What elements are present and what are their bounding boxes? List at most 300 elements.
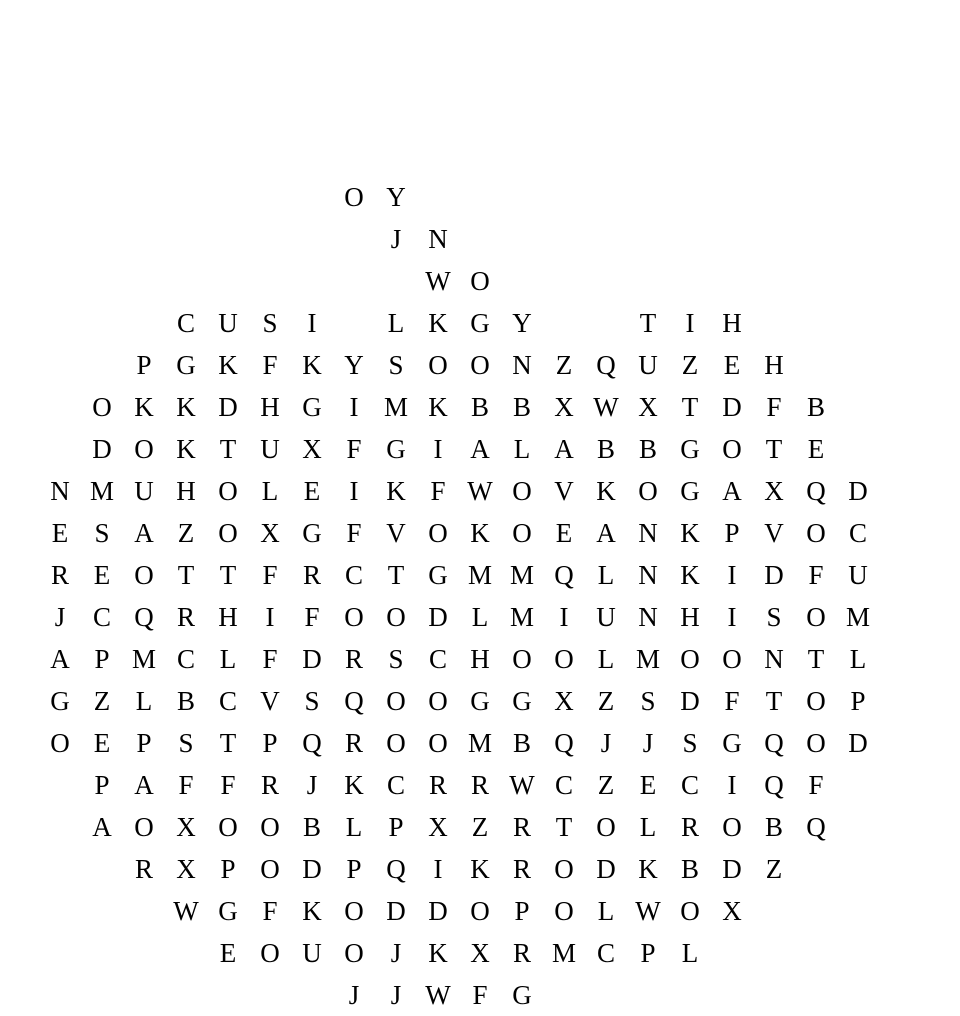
grid-cell-letter[interactable]: A — [92, 812, 112, 842]
grid-row — [0, 680, 960, 722]
grid-cell-letter[interactable]: F — [262, 560, 278, 590]
grid-cell-letter[interactable]: R — [512, 812, 531, 842]
grid-cell-letter[interactable]: P — [514, 896, 530, 926]
grid-cell-letter[interactable]: G — [386, 434, 406, 464]
grid-cell-letter[interactable]: O — [344, 938, 364, 968]
grid-cell-letter[interactable]: F — [724, 686, 740, 716]
grid-cell-letter[interactable]: V — [260, 686, 280, 716]
grid-cell-letter[interactable]: M — [131, 644, 156, 674]
grid-cell-letter[interactable]: C — [176, 644, 195, 674]
grid-cell-letter[interactable]: N — [764, 644, 784, 674]
grid-cell-letter[interactable]: L — [513, 434, 531, 464]
grid-cell-letter[interactable]: O — [806, 518, 826, 548]
grid-cell-letter[interactable]: H — [260, 392, 280, 422]
grid-cell-letter[interactable]: B — [470, 392, 489, 422]
grid-cell-letter[interactable]: J — [390, 938, 402, 968]
grid-cell-letter[interactable]: K — [302, 350, 322, 380]
grid-cell-letter[interactable]: O — [722, 434, 742, 464]
grid-cell-letter[interactable]: R — [344, 728, 363, 758]
grid-cell-letter[interactable]: P — [220, 854, 236, 884]
grid-cell-letter[interactable]: P — [136, 350, 152, 380]
grid-cell-letter[interactable]: H — [470, 644, 490, 674]
grid-cell-letter[interactable]: A — [50, 644, 70, 674]
grid-cell-letter[interactable]: G — [302, 518, 322, 548]
grid-cell-letter[interactable]: D — [428, 602, 448, 632]
grid-cell-letter[interactable]: P — [850, 686, 866, 716]
grid-cell-letter[interactable]: C — [428, 644, 447, 674]
grid-cell-letter[interactable]: K — [470, 854, 490, 884]
grid-cell-letter[interactable]: U — [218, 308, 238, 338]
grid-cell-letter[interactable]: G — [470, 686, 490, 716]
grid-cell-letter[interactable]: F — [472, 980, 488, 1010]
grid-cell-letter[interactable]: K — [638, 854, 658, 884]
grid-cell-letter[interactable]: S — [262, 308, 278, 338]
grid-cell-letter[interactable]: D — [302, 854, 322, 884]
grid-cell-letter[interactable]: I — [727, 560, 737, 590]
grid-cell-letter[interactable]: G — [722, 728, 742, 758]
grid-cell-letter[interactable]: J — [390, 224, 402, 254]
grid-cell-letter[interactable]: O — [512, 518, 532, 548]
grid-cell-letter[interactable]: A — [134, 518, 154, 548]
grid-cell-letter[interactable]: D — [680, 686, 700, 716]
grid-cell-letter[interactable]: Z — [93, 686, 111, 716]
grid-cell-letter[interactable]: P — [346, 854, 362, 884]
grid-cell-letter[interactable]: O — [344, 602, 364, 632]
grid-cell-letter[interactable]: O — [92, 392, 112, 422]
grid-cell-letter[interactable]: F — [220, 770, 236, 800]
grid-cell-letter[interactable]: R — [302, 560, 321, 590]
grid-cell-letter[interactable]: O — [134, 434, 154, 464]
grid-cell-letter[interactable]: M — [383, 392, 408, 422]
grid-cell-letter[interactable]: Z — [177, 518, 195, 548]
grid-cell-letter[interactable]: B — [680, 854, 699, 884]
grid-cell-letter[interactable]: F — [766, 392, 782, 422]
grid-cell-letter[interactable]: C — [176, 308, 195, 338]
grid-cell-letter[interactable]: D — [302, 644, 322, 674]
grid-cell-letter[interactable]: P — [640, 938, 656, 968]
grid-cell-letter[interactable]: W — [173, 896, 199, 926]
grid-cell-letter[interactable]: U — [302, 938, 322, 968]
grid-cell-letter[interactable]: F — [262, 350, 278, 380]
grid-cell-letter[interactable]: P — [94, 770, 110, 800]
grid-cell-letter[interactable]: O — [554, 854, 574, 884]
grid-cell-letter[interactable]: O — [260, 854, 280, 884]
grid-cell-letter[interactable]: Y — [344, 350, 364, 380]
grid-cell-letter[interactable]: O — [260, 812, 280, 842]
grid-cell-letter[interactable]: P — [136, 728, 152, 758]
grid-cell-letter[interactable]: K — [428, 308, 448, 338]
grid-cell-letter[interactable]: O — [218, 518, 238, 548]
grid-cell-letter[interactable]: F — [262, 644, 278, 674]
grid-row — [0, 638, 960, 680]
grid-cell-letter[interactable]: M — [509, 602, 534, 632]
grid-cell-letter[interactable]: Q — [596, 350, 616, 380]
grid-cell-letter[interactable]: C — [596, 938, 615, 968]
grid-cell-letter[interactable]: G — [218, 896, 238, 926]
grid-cell-letter[interactable]: D — [92, 434, 112, 464]
grid-cell-letter[interactable]: Z — [681, 350, 699, 380]
grid-cell-letter[interactable]: N — [50, 476, 70, 506]
grid-cell-letter[interactable]: J — [348, 980, 360, 1010]
grid-row — [0, 596, 960, 638]
grid-cell-letter[interactable]: E — [93, 560, 111, 590]
grid-cell-letter[interactable]: J — [390, 980, 402, 1010]
grid-cell-letter[interactable]: E — [639, 770, 657, 800]
grid-cell-letter[interactable]: Z — [555, 350, 573, 380]
grid-row — [0, 890, 960, 932]
grid-cell-letter[interactable]: O — [806, 686, 826, 716]
grid-cell-letter[interactable]: A — [470, 434, 490, 464]
grid-cell-letter[interactable]: Z — [471, 812, 489, 842]
grid-cell-letter[interactable]: Q — [764, 728, 784, 758]
grid-cell-letter[interactable]: C — [848, 518, 867, 548]
grid-cell-letter[interactable]: O — [512, 476, 532, 506]
grid-cell-letter[interactable]: O — [722, 812, 742, 842]
grid-cell-letter[interactable]: X — [554, 686, 574, 716]
grid-cell-letter[interactable]: C — [92, 602, 111, 632]
grid-cell-letter[interactable]: X — [470, 938, 490, 968]
grid-cell-letter[interactable]: O — [428, 518, 448, 548]
grid-row — [0, 806, 960, 848]
grid-cell-letter[interactable]: S — [304, 686, 320, 716]
grid-cell-letter[interactable]: X — [176, 854, 196, 884]
grid-cell-letter[interactable]: D — [218, 392, 238, 422]
grid-cell-letter[interactable]: B — [596, 434, 615, 464]
grid-cell-letter[interactable]: H — [722, 308, 742, 338]
grid-cell-letter[interactable]: K — [176, 392, 196, 422]
grid-cell-letter[interactable]: P — [262, 728, 278, 758]
grid-cell-letter[interactable]: T — [387, 560, 405, 590]
grid-cell-letter[interactable]: L — [135, 686, 153, 716]
grid-cell-letter[interactable]: O — [344, 896, 364, 926]
grid-cell-letter[interactable]: K — [218, 350, 238, 380]
grid-cell-letter[interactable]: I — [727, 602, 737, 632]
grid-cell-letter[interactable]: B — [764, 812, 783, 842]
grid-cell-letter[interactable]: H — [764, 350, 784, 380]
grid-cell-letter[interactable]: H — [680, 602, 700, 632]
grid-cell-letter[interactable]: K — [134, 392, 154, 422]
grid-cell-letter[interactable]: V — [554, 476, 574, 506]
grid-cell-letter[interactable]: X — [302, 434, 322, 464]
grid-cell-letter[interactable]: M — [635, 644, 660, 674]
grid-cell-letter[interactable]: E — [219, 938, 237, 968]
grid-cell-letter[interactable]: C — [344, 560, 363, 590]
grid-cell-letter[interactable]: R — [260, 770, 279, 800]
grid-cell-letter[interactable]: P — [724, 518, 740, 548]
grid-cell-letter[interactable]: D — [428, 896, 448, 926]
grid-cell-letter[interactable]: Q — [806, 812, 826, 842]
grid-cell-letter[interactable]: K — [176, 434, 196, 464]
grid-cell-letter[interactable]: G — [680, 476, 700, 506]
grid-cell-letter[interactable]: K — [428, 938, 448, 968]
grid-cell-letter[interactable]: C — [554, 770, 573, 800]
grid-cell-letter[interactable]: L — [345, 812, 363, 842]
grid-cell-letter[interactable]: G — [50, 686, 70, 716]
grid-cell-letter[interactable]: V — [764, 518, 784, 548]
grid-cell-letter[interactable]: Y — [512, 308, 532, 338]
grid-cell-letter[interactable]: Y — [386, 182, 406, 212]
grid-row — [0, 344, 960, 386]
grid-cell-letter[interactable]: K — [680, 560, 700, 590]
grid-cell-letter[interactable]: F — [262, 896, 278, 926]
grid-cell-letter[interactable]: N — [638, 602, 658, 632]
grid-cell-letter[interactable]: I — [433, 854, 443, 884]
grid-cell-letter[interactable]: N — [428, 224, 448, 254]
grid-cell-letter[interactable]: D — [848, 728, 868, 758]
grid-cell-letter[interactable]: S — [94, 518, 110, 548]
grid-cell-letter[interactable]: Q — [806, 476, 826, 506]
grid-cell-letter[interactable]: O — [512, 644, 532, 674]
grid-cell-letter[interactable]: A — [554, 434, 574, 464]
grid-cell-letter[interactable]: Q — [344, 686, 364, 716]
grid-cell-letter[interactable]: K — [596, 476, 616, 506]
grid-row — [0, 386, 960, 428]
grid-cell-letter[interactable]: G — [680, 434, 700, 464]
grid-cell-letter[interactable]: X — [764, 476, 784, 506]
grid-cell-letter[interactable]: S — [682, 728, 698, 758]
grid-cell-letter[interactable]: A — [134, 770, 154, 800]
grid-cell-letter[interactable]: U — [638, 350, 658, 380]
grid-cell-letter[interactable]: S — [388, 644, 404, 674]
grid-cell-letter[interactable]: O — [428, 728, 448, 758]
grid-cell-letter[interactable]: L — [471, 602, 489, 632]
grid-cell-letter[interactable]: F — [808, 560, 824, 590]
grid-cell-letter[interactable]: B — [512, 392, 531, 422]
grid-cell-letter[interactable]: F — [346, 434, 362, 464]
grid-cell-letter[interactable]: O — [260, 938, 280, 968]
grid-cell-letter[interactable]: D — [596, 854, 616, 884]
grid-cell-letter[interactable]: R — [428, 770, 447, 800]
grid-cell-letter[interactable]: O — [428, 686, 448, 716]
grid-cell-letter[interactable]: T — [219, 560, 237, 590]
grid-cell-letter[interactable]: O — [134, 812, 154, 842]
grid-cell-letter[interactable]: L — [261, 476, 279, 506]
grid-cell-letter[interactable]: G — [470, 308, 490, 338]
grid-cell-letter[interactable]: Q — [134, 602, 154, 632]
grid-cell-letter[interactable]: O — [638, 476, 658, 506]
grid-cell-letter[interactable]: B — [806, 392, 825, 422]
grid-cell-letter[interactable]: E — [807, 434, 825, 464]
grid-cell-letter[interactable]: J — [54, 602, 66, 632]
grid-cell-letter[interactable]: O — [470, 896, 490, 926]
grid-cell-letter[interactable]: Q — [764, 770, 784, 800]
grid-row — [0, 428, 960, 470]
grid-cell-letter[interactable]: D — [764, 560, 784, 590]
grid-cell-letter[interactable]: S — [766, 602, 782, 632]
grid-cell-letter[interactable]: O — [680, 644, 700, 674]
grid-cell-letter[interactable]: M — [845, 602, 870, 632]
grid-cell-letter[interactable]: X — [554, 392, 574, 422]
grid-cell-letter[interactable]: M — [467, 728, 492, 758]
grid-cell-letter[interactable]: F — [808, 770, 824, 800]
grid-cell-letter[interactable]: R — [344, 644, 363, 674]
grid-cell-letter[interactable]: X — [638, 392, 658, 422]
grid-cell-letter[interactable]: X — [722, 896, 742, 926]
grid-cell-letter[interactable]: M — [509, 560, 534, 590]
grid-cell-letter[interactable]: I — [349, 476, 359, 506]
grid-cell-letter[interactable]: U — [134, 476, 154, 506]
grid-cell-letter[interactable]: M — [467, 560, 492, 590]
grid-cell-letter[interactable]: D — [386, 896, 406, 926]
grid-cell-letter[interactable]: T — [765, 434, 783, 464]
grid-cell-letter[interactable]: L — [597, 644, 615, 674]
grid-cell-letter[interactable]: R — [512, 938, 531, 968]
grid-cell-letter[interactable]: S — [388, 350, 404, 380]
grid-cell-letter[interactable]: Z — [765, 854, 783, 884]
grid-cell-letter[interactable]: S — [178, 728, 194, 758]
grid-cell-letter[interactable]: L — [387, 308, 405, 338]
grid-cell-letter[interactable]: R — [176, 602, 195, 632]
grid-cell-letter[interactable]: W — [593, 392, 619, 422]
grid-cell-letter[interactable]: O — [470, 350, 490, 380]
grid-cell-letter[interactable]: U — [260, 434, 280, 464]
grid-cell-letter[interactable]: L — [219, 644, 237, 674]
grid-cell-letter[interactable]: H — [218, 602, 238, 632]
grid-cell-letter[interactable]: Z — [597, 686, 615, 716]
grid-cell-letter[interactable]: V — [386, 518, 406, 548]
grid-cell-letter[interactable]: I — [349, 392, 359, 422]
grid-cell-letter[interactable]: K — [428, 392, 448, 422]
grid-cell-letter[interactable]: L — [639, 812, 657, 842]
grid-cell-letter[interactable]: G — [428, 560, 448, 590]
grid-cell-letter[interactable]: X — [428, 812, 448, 842]
grid-cell-letter[interactable]: W — [425, 266, 451, 296]
grid-cell-letter[interactable]: O — [50, 728, 70, 758]
grid-cell-letter[interactable]: E — [723, 350, 741, 380]
grid-cell-letter[interactable]: C — [680, 770, 699, 800]
grid-cell-letter[interactable]: L — [849, 644, 867, 674]
grid-cell-letter[interactable]: J — [306, 770, 318, 800]
grid-cell-letter[interactable]: B — [302, 812, 321, 842]
grid-cell-letter[interactable]: N — [638, 560, 658, 590]
grid-cell-letter[interactable]: W — [425, 980, 451, 1010]
grid-cell-letter[interactable]: I — [265, 602, 275, 632]
grid-cell-letter[interactable]: I — [307, 308, 317, 338]
grid-cell-letter[interactable]: M — [551, 938, 576, 968]
grid-cell-letter[interactable]: C — [386, 770, 405, 800]
grid-cell-letter[interactable]: T — [219, 434, 237, 464]
grid-cell-letter[interactable]: R — [50, 560, 69, 590]
grid-cell-letter[interactable]: Q — [554, 728, 574, 758]
grid-cell-letter[interactable]: I — [559, 602, 569, 632]
grid-cell-letter[interactable]: K — [680, 518, 700, 548]
grid-cell-letter[interactable]: O — [386, 686, 406, 716]
grid-cell-letter[interactable]: U — [848, 560, 868, 590]
grid-cell-letter[interactable]: O — [470, 266, 490, 296]
grid-cell-letter[interactable]: T — [765, 686, 783, 716]
grid-cell-letter[interactable]: C — [218, 686, 237, 716]
grid-cell-letter[interactable]: G — [302, 392, 322, 422]
grid-cell-letter[interactable]: E — [555, 518, 573, 548]
grid-cell-letter[interactable]: B — [512, 728, 531, 758]
grid-cell-letter[interactable]: O — [386, 602, 406, 632]
grid-cell-letter[interactable]: T — [555, 812, 573, 842]
grid-cell-letter[interactable]: K — [470, 518, 490, 548]
grid-cell-letter[interactable]: N — [512, 350, 532, 380]
grid-cell-letter[interactable]: X — [176, 812, 196, 842]
grid-cell-letter[interactable]: O — [428, 350, 448, 380]
grid-cell-letter[interactable]: S — [640, 686, 656, 716]
grid-cell-letter[interactable]: I — [433, 434, 443, 464]
grid-cell-letter[interactable]: A — [596, 518, 616, 548]
grid-cell-letter[interactable]: O — [806, 728, 826, 758]
grid-cell-letter[interactable]: P — [94, 644, 110, 674]
grid-cell-letter[interactable]: O — [218, 812, 238, 842]
grid-cell-letter[interactable]: L — [597, 560, 615, 590]
grid-cell-letter[interactable]: F — [430, 476, 446, 506]
grid-cell-letter[interactable]: W — [635, 896, 661, 926]
grid-cell-letter[interactable]: X — [260, 518, 280, 548]
grid-cell-letter[interactable]: U — [596, 602, 616, 632]
grid-cell-letter[interactable]: B — [176, 686, 195, 716]
grid-cell-letter[interactable]: L — [597, 896, 615, 926]
grid-cell-letter[interactable]: H — [176, 476, 196, 506]
grid-cell-letter[interactable]: A — [722, 476, 742, 506]
grid-cell-letter[interactable]: O — [554, 896, 574, 926]
grid-cell-letter[interactable]: D — [848, 476, 868, 506]
grid-cell-letter[interactable]: F — [178, 770, 194, 800]
grid-cell-letter[interactable]: O — [344, 182, 364, 212]
grid-cell-letter[interactable]: Q — [554, 560, 574, 590]
grid-cell-letter[interactable]: E — [51, 518, 69, 548]
grid-cell-letter[interactable]: T — [807, 644, 825, 674]
grid-cell-letter[interactable]: R — [512, 854, 531, 884]
grid-cell-letter[interactable]: B — [638, 434, 657, 464]
grid-cell-letter[interactable]: J — [642, 728, 654, 758]
grid-cell-letter[interactable]: T — [681, 392, 699, 422]
grid-cell-letter[interactable]: D — [722, 392, 742, 422]
grid-cell-letter[interactable]: I — [685, 308, 695, 338]
grid-cell-letter[interactable]: I — [727, 770, 737, 800]
grid-cell-letter[interactable]: O — [596, 812, 616, 842]
grid-cell-letter[interactable]: F — [346, 518, 362, 548]
grid-cell-letter[interactable]: E — [93, 728, 111, 758]
grid-cell-letter[interactable]: W — [467, 476, 493, 506]
grid-cell-letter[interactable]: O — [218, 476, 238, 506]
grid-cell-letter[interactable]: T — [639, 308, 657, 338]
grid-cell-letter[interactable]: O — [134, 560, 154, 590]
grid-cell-letter[interactable]: R — [680, 812, 699, 842]
grid-cell-letter[interactable]: O — [554, 644, 574, 674]
grid-cell-letter[interactable]: K — [302, 896, 322, 926]
grid-cell-letter[interactable]: G — [512, 980, 532, 1010]
grid-cell-letter[interactable]: G — [512, 686, 532, 716]
grid-cell-letter[interactable]: O — [386, 728, 406, 758]
grid-cell-letter[interactable]: K — [386, 476, 406, 506]
grid-cell-letter[interactable]: M — [89, 476, 114, 506]
grid-cell-letter[interactable]: P — [388, 812, 404, 842]
grid-cell-letter[interactable]: T — [177, 560, 195, 590]
grid-cell-letter[interactable]: L — [681, 938, 699, 968]
grid-cell-letter[interactable]: T — [219, 728, 237, 758]
grid-cell-letter[interactable]: J — [600, 728, 612, 758]
grid-cell-letter[interactable]: R — [470, 770, 489, 800]
grid-cell-letter[interactable]: G — [176, 350, 196, 380]
grid-cell-letter[interactable]: F — [304, 602, 320, 632]
grid-cell-letter[interactable]: Q — [302, 728, 322, 758]
grid-cell-letter[interactable]: Q — [386, 854, 406, 884]
grid-cell-letter[interactable]: R — [134, 854, 153, 884]
grid-cell-letter[interactable]: O — [680, 896, 700, 926]
grid-cell-letter[interactable]: O — [806, 602, 826, 632]
grid-cell-letter[interactable]: N — [638, 518, 658, 548]
grid-cell-letter[interactable]: W — [509, 770, 535, 800]
grid-cell-letter[interactable]: D — [722, 854, 742, 884]
grid-cell-letter[interactable]: E — [303, 476, 321, 506]
grid-cell-letter[interactable]: O — [722, 644, 742, 674]
grid-cell-letter[interactable]: Z — [597, 770, 615, 800]
grid-cell-letter[interactable]: K — [344, 770, 364, 800]
